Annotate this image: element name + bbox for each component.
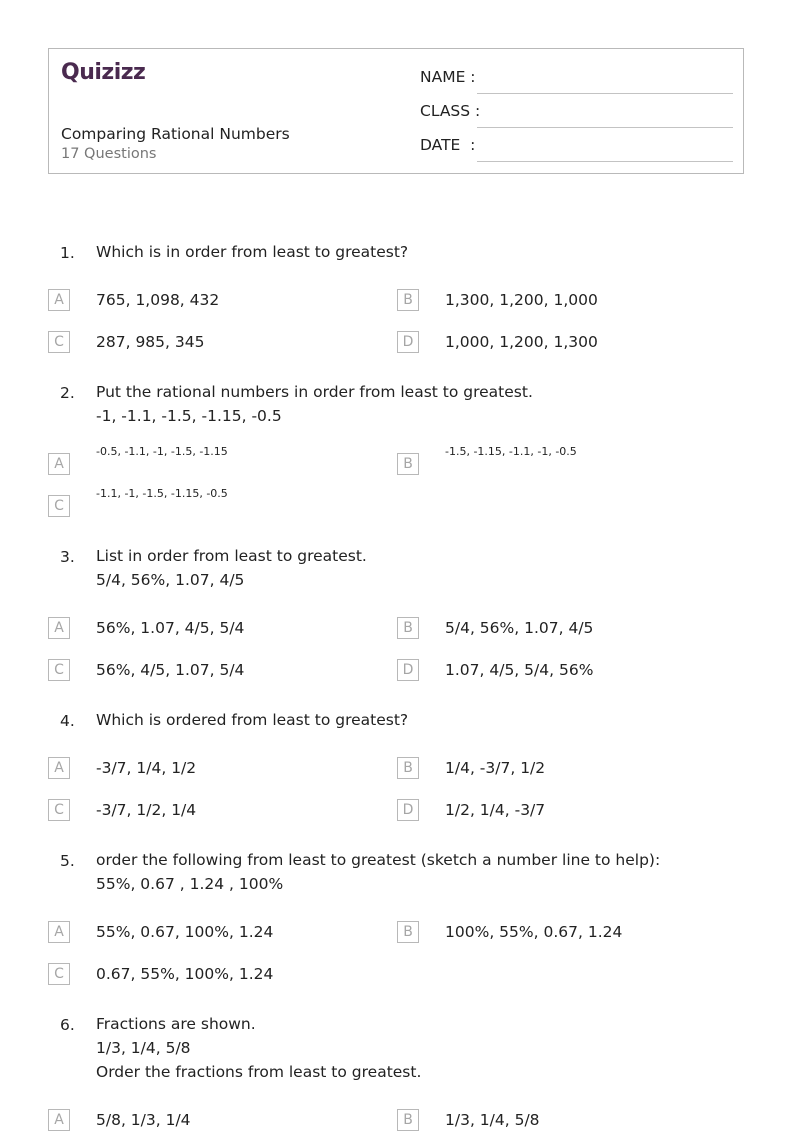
question-text xyxy=(96,380,716,428)
option-letter-box[interactable]: B xyxy=(397,1109,419,1131)
option-c[interactable] xyxy=(48,963,378,987)
question-line: Which is ordered from least to greatest? xyxy=(96,711,409,729)
question-text xyxy=(96,544,716,592)
option-letter-box[interactable]: C xyxy=(48,963,70,985)
worksheet-header xyxy=(48,48,744,174)
option-a[interactable] xyxy=(48,1109,378,1133)
class-label: CLASS : xyxy=(420,102,481,120)
logo-text: Quizizz xyxy=(61,60,146,85)
option-b[interactable] xyxy=(397,445,727,477)
option-text: -3/7, 1/2, 1/4 xyxy=(96,801,197,819)
option-a[interactable] xyxy=(48,617,378,641)
worksheet-title: Comparing Rational Numbers xyxy=(61,125,290,143)
option-d[interactable] xyxy=(397,799,727,823)
option-text: -3/7, 1/4, 1/2 xyxy=(96,759,197,777)
option-letter-box[interactable]: B xyxy=(397,453,419,475)
option-c[interactable] xyxy=(48,331,378,355)
option-text: 1/4, -3/7, 1/2 xyxy=(445,759,546,777)
option-text: 100%, 55%, 0.67, 1.24 xyxy=(445,923,623,941)
question-count: 17 Questions xyxy=(61,146,157,162)
question-text xyxy=(96,848,716,896)
name-label: NAME : xyxy=(420,68,476,86)
question-number: 6. xyxy=(60,1016,75,1034)
option-text: 1/2, 1/4, -3/7 xyxy=(445,801,546,819)
question-line: 1/3, 1/4, 5/8 xyxy=(96,1039,191,1057)
option-letter-box[interactable]: B xyxy=(397,617,419,639)
option-text: -1.5, -1.15, -1.1, -1, -0.5 xyxy=(445,445,577,458)
option-c[interactable] xyxy=(48,799,378,823)
option-letter-box[interactable]: A xyxy=(48,289,70,311)
option-letter-box[interactable]: B xyxy=(397,921,419,943)
option-letter-box[interactable]: B xyxy=(397,757,419,779)
class-field[interactable] xyxy=(420,102,733,126)
option-a[interactable] xyxy=(48,289,378,313)
option-letter-box[interactable]: C xyxy=(48,799,70,821)
class-line[interactable] xyxy=(477,127,733,128)
option-b[interactable] xyxy=(397,1109,727,1133)
option-letter-box[interactable]: A xyxy=(48,921,70,943)
option-letter-box[interactable]: A xyxy=(48,1109,70,1131)
option-a[interactable] xyxy=(48,445,378,477)
option-letter-box[interactable]: C xyxy=(48,495,70,517)
option-letter-box[interactable]: B xyxy=(397,289,419,311)
option-a[interactable] xyxy=(48,921,378,945)
option-text: 1,300, 1,200, 1,000 xyxy=(445,291,598,309)
question-number: 4. xyxy=(60,712,75,730)
option-letter-box[interactable]: C xyxy=(48,659,70,681)
question-text xyxy=(96,708,716,732)
option-text: 287, 985, 345 xyxy=(96,333,205,351)
option-text: -0.5, -1.1, -1, -1.5, -1.15 xyxy=(96,445,228,458)
question-line: order the following from least to greatest (sketch a number line to help): xyxy=(96,851,661,869)
option-letter-box[interactable]: C xyxy=(48,331,70,353)
option-b[interactable] xyxy=(397,617,727,641)
question-line: 5/4, 56%, 1.07, 4/5 xyxy=(96,571,245,589)
name-line[interactable] xyxy=(477,93,733,94)
question-line: Put the rational numbers in order from least to greatest. xyxy=(96,383,533,401)
question-number: 3. xyxy=(60,548,75,566)
quizizz-logo xyxy=(61,57,151,87)
option-letter-box[interactable]: D xyxy=(397,659,419,681)
option-letter-box[interactable]: D xyxy=(397,799,419,821)
option-text: 1,000, 1,200, 1,300 xyxy=(445,333,598,351)
option-text: 56%, 1.07, 4/5, 5/4 xyxy=(96,619,245,637)
question-line: Order the fractions from least to greatest. xyxy=(96,1063,422,1081)
date-label: DATE : xyxy=(420,136,476,154)
option-b[interactable] xyxy=(397,921,727,945)
name-field[interactable] xyxy=(420,68,733,92)
option-text: 1.07, 4/5, 5/4, 56% xyxy=(445,661,594,679)
option-text: 55%, 0.67, 100%, 1.24 xyxy=(96,923,274,941)
question-line: List in order from least to greatest. xyxy=(96,547,367,565)
option-d[interactable] xyxy=(397,331,727,355)
question-line: Which is in order from least to greatest? xyxy=(96,243,409,261)
option-text: 5/8, 1/3, 1/4 xyxy=(96,1111,191,1129)
option-d[interactable] xyxy=(397,659,727,683)
option-a[interactable] xyxy=(48,757,378,781)
option-text: 765, 1,098, 432 xyxy=(96,291,220,309)
date-field[interactable] xyxy=(420,136,733,160)
question-text xyxy=(96,240,716,264)
option-letter-box[interactable]: A xyxy=(48,453,70,475)
option-text: 56%, 4/5, 1.07, 5/4 xyxy=(96,661,245,679)
option-letter-box[interactable]: A xyxy=(48,617,70,639)
option-c[interactable] xyxy=(48,659,378,683)
question-text xyxy=(96,1012,716,1084)
question-number: 1. xyxy=(60,244,75,262)
option-c[interactable] xyxy=(48,487,378,519)
question-number: 2. xyxy=(60,384,75,402)
question-line: Fractions are shown. xyxy=(96,1015,256,1033)
option-letter-box[interactable]: D xyxy=(397,331,419,353)
option-letter-box[interactable]: A xyxy=(48,757,70,779)
option-text: -1.1, -1, -1.5, -1.15, -0.5 xyxy=(96,487,228,500)
option-text: 5/4, 56%, 1.07, 4/5 xyxy=(445,619,594,637)
option-b[interactable] xyxy=(397,289,727,313)
option-text: 0.67, 55%, 100%, 1.24 xyxy=(96,965,274,983)
option-b[interactable] xyxy=(397,757,727,781)
date-line[interactable] xyxy=(477,161,733,162)
question-number: 5. xyxy=(60,852,75,870)
option-text: 1/3, 1/4, 5/8 xyxy=(445,1111,540,1129)
question-line: 55%, 0.67 , 1.24 , 100% xyxy=(96,875,284,893)
question-line: -1, -1.1, -1.5, -1.15, -0.5 xyxy=(96,407,282,425)
